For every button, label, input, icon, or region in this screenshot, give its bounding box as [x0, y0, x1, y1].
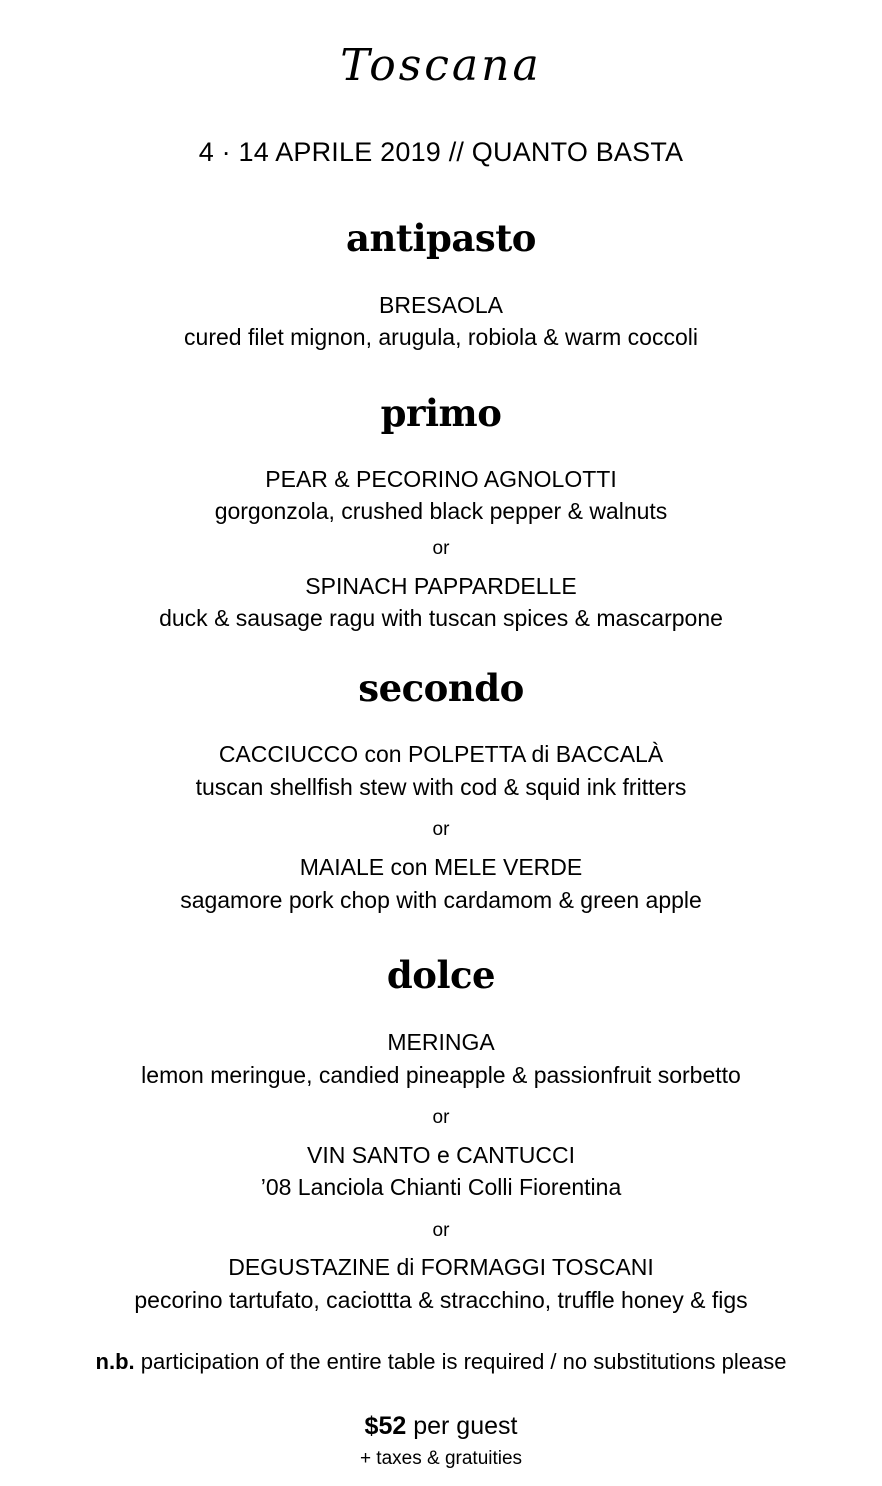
or-separator: or	[432, 1107, 450, 1128]
dish-name: PEAR & PECORINO AGNOLOTTI	[265, 466, 617, 492]
table-note	[0, 1347, 882, 1377]
course-heading-dolce: dolce	[386, 953, 496, 997]
dish-description: pecorino tartufato, caciottta & stracchino, truffle honey & figs	[134, 1287, 748, 1313]
dish-description: sagamore pork chop with cardamom & green apple	[180, 887, 702, 913]
course-heading-antipasto: antipasto	[346, 216, 536, 260]
menu-subtitle: 4 · 14 APRILE 2019 // QUANTO BASTA	[198, 137, 684, 167]
or-separator: or	[432, 1220, 450, 1241]
price-line	[0, 1410, 882, 1442]
note-text: participation of the entire table is required / no substitutions please	[134, 1349, 787, 1374]
dish-description: duck & sausage ragu with tuscan spices & mascarpone	[159, 605, 723, 631]
price-amount: $52	[364, 1412, 407, 1440]
dish-name: MERINGA	[387, 1029, 495, 1055]
taxes-note: + taxes & gratuities	[359, 1448, 523, 1469]
dish-description: cured filet mignon, arugula, robiola & warm coccoli	[184, 324, 698, 350]
dish-name: BRESAOLA	[379, 292, 503, 318]
dish-description: lemon meringue, candied pineapple & passionfruit sorbetto	[141, 1062, 741, 1088]
dish-name: DEGUSTAZINE di FORMAGGI TOSCANI	[228, 1254, 654, 1280]
note-label: n.b.	[95, 1349, 135, 1374]
course-heading-secondo: secondo	[358, 666, 524, 710]
dish-name: MAIALE con MELE VERDE	[299, 854, 583, 880]
or-separator: or	[432, 819, 450, 840]
dish-description: gorgonzola, crushed black pepper & walnuts	[214, 498, 668, 524]
dish-name: CACCIUCCO con POLPETTA di BACCALÀ	[218, 741, 664, 767]
course-heading-primo: primo	[380, 391, 502, 435]
or-separator: or	[432, 538, 450, 559]
price-suffix: per guest	[406, 1412, 518, 1440]
dish-description: ’08 Lanciola Chianti Colli Fiorentina	[260, 1174, 622, 1200]
menu-title: Toscana	[340, 40, 542, 91]
dish-name: VIN SANTO e CANTUCCI	[307, 1142, 575, 1168]
dish-description: tuscan shellfish stew with cod & squid ink fritters	[195, 774, 687, 800]
dish-name: SPINACH PAPPARDELLE	[305, 573, 577, 599]
